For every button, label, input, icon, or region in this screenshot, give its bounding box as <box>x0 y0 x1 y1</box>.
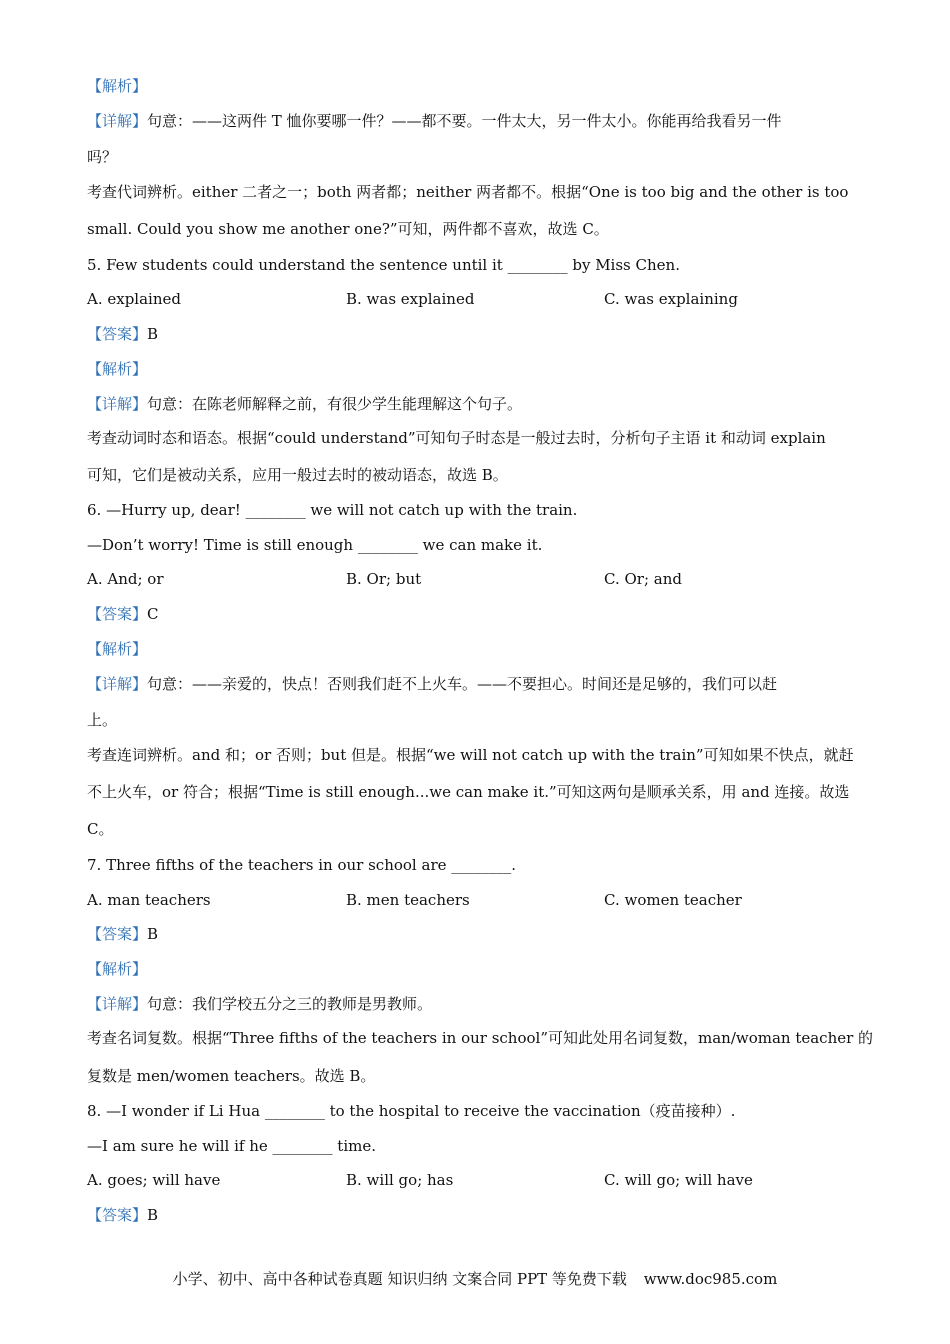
q8-stem-line-1: 8. —I wonder if Li Hua ________ to the hospital to receive the vaccination（疫苗接种）. <box>87 1102 736 1120</box>
q6-answer: C <box>147 605 159 623</box>
q7-option-a: A. man teachers <box>87 891 211 909</box>
q4-detail-text: 句意：——这两件 T 恤你要哪一件？——都不要。一件太大，另一件太小。你能再给我看另一件 <box>147 112 782 130</box>
q4-detail-line-1 <box>87 110 782 132</box>
analysis-tag: 【解析】 <box>87 640 148 658</box>
q6-explanation-line-1: 考查连词辨析。and 和；or 否则；but 但是。根据“we will not catch up with the train”可知如果不快点，就赶 <box>87 746 854 764</box>
q5-answer-line <box>87 323 158 345</box>
q7-detail-line <box>87 993 432 1015</box>
q6-detail-line-1 <box>87 673 777 695</box>
q7-detail-text: 句意：我们学校五分之三的教师是男教师。 <box>147 995 433 1013</box>
detail-tag: 【详解】 <box>87 395 148 413</box>
answer-tag: 【答案】 <box>87 325 148 343</box>
detail-tag: 【详解】 <box>87 675 148 693</box>
q6-answer-line <box>87 603 159 625</box>
q6-stem-line-2: —Don’t worry! Time is still enough ________ we can make it. <box>87 536 543 554</box>
footer-text: 小学、初中、高中各种试卷真题 知识归纳 文案合同 PPT 等免费下载 <box>172 1270 627 1288</box>
q5-explanation-line-1: 考查动词时态和语态。根据“could understand”可知句子时态是一般过去时，分析句子主语 it 和动词 explain <box>87 429 826 447</box>
q6-explanation-line-2: 不上火车，or 符合；根据“Time is still enough...we can make it.”可知这两句是顺承关系，用 and 连接。故选 <box>87 783 850 801</box>
detail-tag: 【详解】 <box>87 112 148 130</box>
q8-answer-line <box>87 1204 158 1226</box>
q6-detail-text: 句意：——亲爱的，快点！否则我们赶不上火车。——不要担心。时间还是足够的，我们可以赶 <box>147 675 778 693</box>
q8-option-b: B. will go; has <box>346 1171 454 1189</box>
q8-option-a: A. goes; will have <box>87 1171 221 1189</box>
q6-stem-line-1: 6. —Hurry up, dear! ________ we will not catch up with the train. <box>87 501 578 519</box>
q6-option-c: C. Or; and <box>604 570 682 588</box>
q7-option-c: C. women teacher <box>604 891 742 909</box>
q5-option-b: B. was explained <box>346 290 475 308</box>
q4-explanation-line-1: 考查代词辨析。either 二者之一；both 两者都；neither 两者都不。根据“One is too big and the other is too <box>87 183 849 201</box>
detail-tag: 【详解】 <box>87 995 148 1013</box>
q7-answer-line <box>87 923 158 945</box>
q4-explanation-line-2: small. Could you show me another one?”可知，两件都不喜欢，故选 C。 <box>87 220 609 238</box>
q8-answer: B <box>147 1206 159 1224</box>
page-footer <box>0 1268 950 1290</box>
analysis-tag: 【解析】 <box>87 360 148 378</box>
q5-option-c: C. was explaining <box>604 290 738 308</box>
q5-answer: B <box>147 325 159 343</box>
q5-option-a: A. explained <box>87 290 181 308</box>
q8-option-c: C. will go; will have <box>604 1171 753 1189</box>
answer-tag: 【答案】 <box>87 605 148 623</box>
answer-tag: 【答案】 <box>87 1206 148 1224</box>
q5-detail-line <box>87 393 522 415</box>
analysis-tag: 【解析】 <box>87 77 148 95</box>
q7-explanation-line-1: 考查名词复数。根据“Three fifths of the teachers in our school”可知此处用名词复数，man/woman teacher 的 <box>87 1029 874 1047</box>
q8-stem-line-2: —I am sure he will if he ________ time. <box>87 1137 376 1155</box>
q7-option-b: B. men teachers <box>346 891 470 909</box>
q7-answer: B <box>147 925 159 943</box>
q6-option-a: A. And; or <box>87 570 164 588</box>
q5-stem: 5. Few students could understand the sentence until it ________ by Miss Chen. <box>87 256 680 274</box>
q6-option-b: B. Or; but <box>346 570 422 588</box>
footer-url[interactable]: www.doc985.com <box>643 1270 778 1288</box>
analysis-tag: 【解析】 <box>87 960 148 978</box>
q6-explanation-line-3: C。 <box>87 820 114 838</box>
q4-detail-line-2: 吗？ <box>87 148 118 166</box>
answer-tag: 【答案】 <box>87 925 148 943</box>
q7-stem: 7. Three fifths of the teachers in our school are ________. <box>87 856 517 874</box>
q5-explanation-line-2: 可知，它们是被动关系，应用一般过去时的被动语态，故选 B。 <box>87 466 508 484</box>
q6-detail-line-2: 上。 <box>87 711 118 729</box>
q7-explanation-line-2: 复数是 men/women teachers。故选 B。 <box>87 1067 376 1085</box>
q5-detail-text: 句意：在陈老师解释之前，有很少学生能理解这个句子。 <box>147 395 523 413</box>
